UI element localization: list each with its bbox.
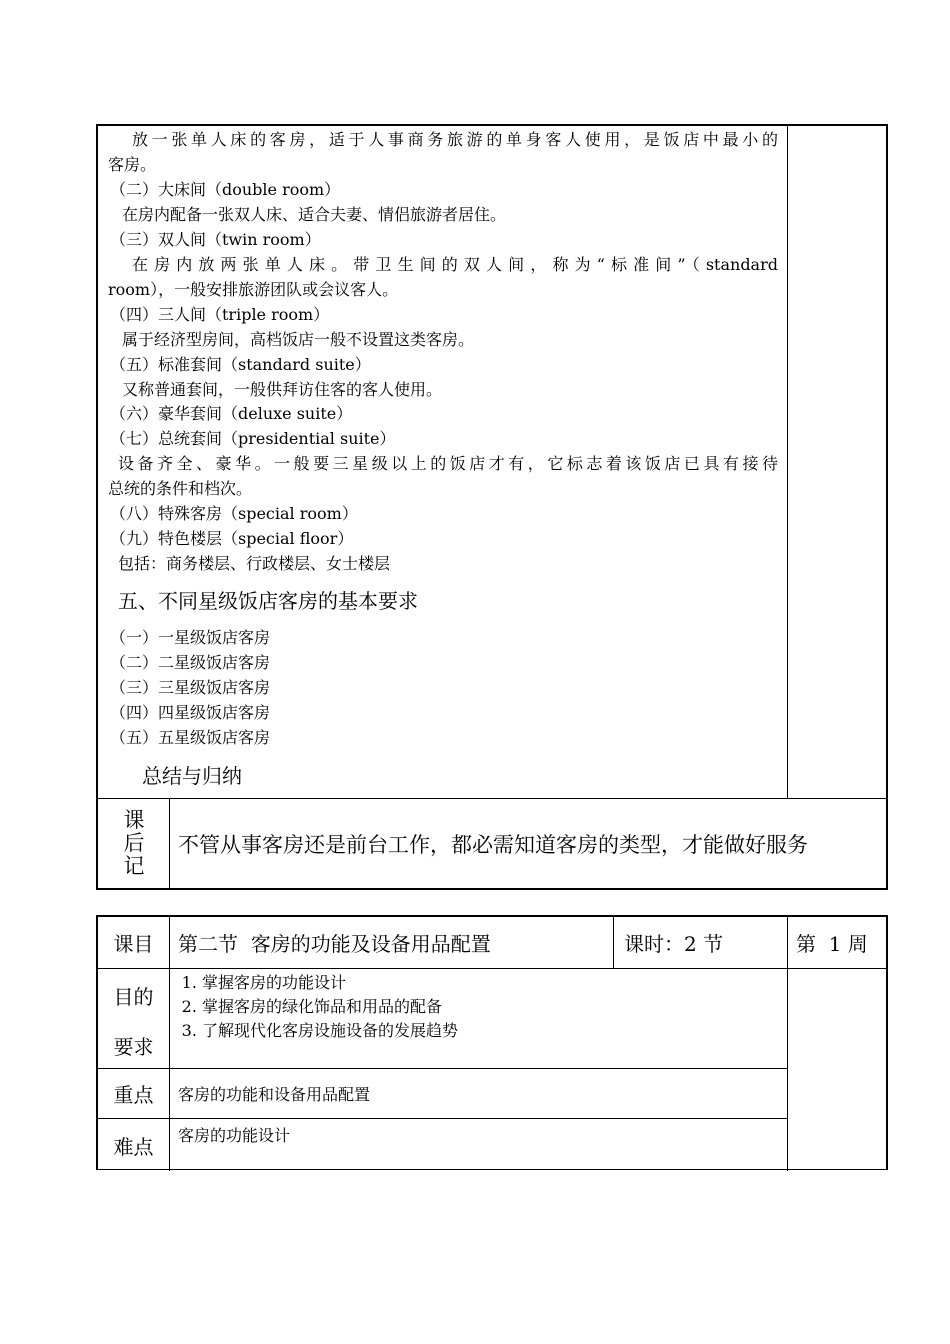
room-type-presidential-suite: （七）总统套间（presidential suite） <box>110 429 396 448</box>
text-line: 在房内放两张单人床。带卫生间的双人间，称为“标准间”（standard <box>132 255 778 274</box>
text-line: room），一般安排旅游团队或会议客人。 <box>108 280 399 299</box>
room-type-special-floor: （九）特色楼层（special floor） <box>110 529 354 548</box>
goals-list-cell <box>170 969 788 1069</box>
room-type-double: （二）大床间（double room） <box>110 180 341 199</box>
text-line: 总统的条件和档次。 <box>108 479 253 498</box>
star-level-item: （三）三星级饭店客房 <box>110 678 271 697</box>
difficulty-value-cell <box>170 1119 788 1171</box>
text-line: 设备齐全、豪华。一般要三星级以上的饭店才有，它标志着该饭店已具有接待 <box>118 454 778 473</box>
subject-label-cell <box>98 917 170 969</box>
text-line: 属于经济型房间，高档饭店一般不设置这类客房。 <box>122 330 475 349</box>
section-heading: 五、不同星级饭店客房的基本要求 <box>118 589 418 613</box>
lesson-hours: 课时：2 节 <box>624 932 724 956</box>
text-line: 又称普通套间，一般供拜访住客的客人使用。 <box>122 380 443 399</box>
after-class-note-cell <box>170 799 886 888</box>
goal-item: 2. 掌握客房的绿化饰品和用品的配备 <box>202 995 787 1019</box>
goals-label-2: 要求 <box>113 1035 154 1059</box>
difficulty-label: 难点 <box>113 1134 154 1159</box>
room-types-table <box>96 124 888 890</box>
goal-item: 1. 掌握客房的功能设计 <box>202 971 787 995</box>
subject-label: 课目 <box>113 932 154 956</box>
room-type-special-room: （八）特殊客房（special room） <box>110 504 358 523</box>
star-level-item: （四）四星级饭店客房 <box>110 703 271 722</box>
lesson-week: 第 1 周 <box>796 932 868 956</box>
side-column-cell <box>788 969 888 1171</box>
after-class-note: 不管从事客房还是前台工作，都必需知道客房的类型，才能做好服务 <box>178 832 808 857</box>
hours-cell <box>614 917 788 969</box>
room-type-twin: （三）双人间（twin room） <box>110 230 321 249</box>
subject-value-cell <box>170 917 614 969</box>
summary-heading: 总结与归纳 <box>142 764 242 788</box>
key-value-cell <box>170 1069 788 1119</box>
text-line: 包括：商务楼层、行政楼层、女士楼层 <box>118 554 391 573</box>
lesson-plan-table <box>96 915 888 1170</box>
room-type-triple: （四）三人间（triple room） <box>110 305 330 324</box>
room-type-deluxe-suite: （六）豪华套间（deluxe suite） <box>110 404 353 423</box>
goals-label-1: 目的 <box>113 985 154 1009</box>
difficulty-label-cell <box>98 1119 170 1171</box>
after-class-label: 课后记 <box>123 808 145 878</box>
star-level-item: （五）五星级饭店客房 <box>110 728 271 747</box>
goal-item: 3. 了解现代化客房设施设备的发展趋势 <box>202 1019 787 1043</box>
text-line: 放一张单人床的客房，适于人事商务旅游的单身客人使用，是饭店中最小的 <box>132 130 778 149</box>
subject-value: 第二节 客房的功能及设备用品配置 <box>178 932 491 956</box>
after-class-label-cell <box>98 799 170 888</box>
key-label: 重点 <box>113 1083 154 1107</box>
text-line: 客房。 <box>108 155 157 174</box>
side-column-cell <box>788 126 888 798</box>
key-label-cell <box>98 1069 170 1119</box>
goals-list <box>170 971 787 1043</box>
difficulty-value: 客房的功能设计 <box>178 1126 291 1145</box>
key-value: 客房的功能和设备用品配置 <box>178 1085 371 1104</box>
star-level-item: （一）一星级饭店客房 <box>110 628 271 647</box>
room-types-content-cell <box>98 126 788 798</box>
room-type-standard-suite: （五）标准套间（standard suite） <box>110 355 371 374</box>
text-line: 在房内配备一张双人床、适合夫妻、情侣旅游者居住。 <box>122 205 507 224</box>
star-level-item: （二）二星级饭店客房 <box>110 653 271 672</box>
goals-label-cell <box>98 969 170 1069</box>
week-cell <box>788 917 888 969</box>
